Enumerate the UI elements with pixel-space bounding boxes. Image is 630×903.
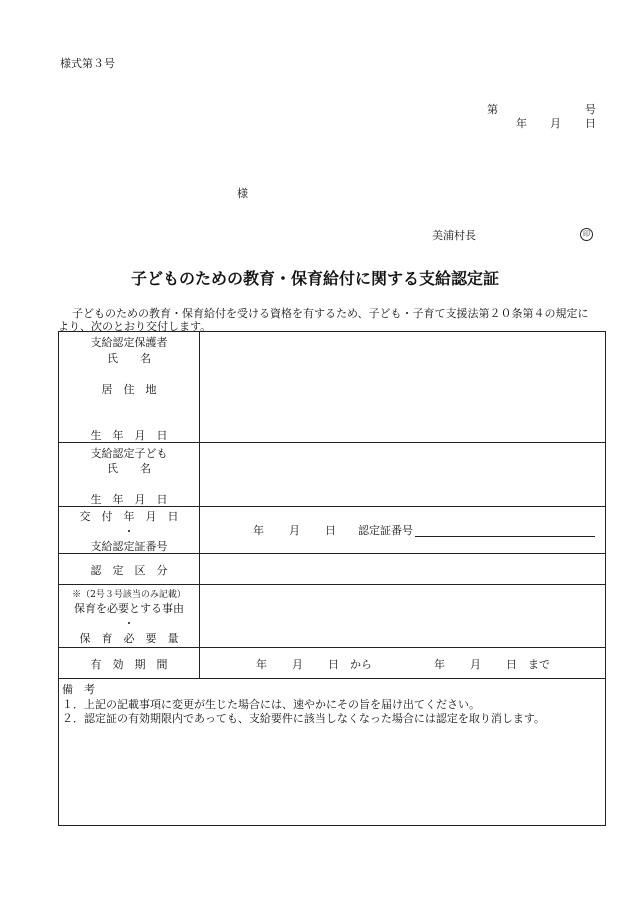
validity-to-day: 日 [506,658,517,671]
validity-from: から [350,658,372,671]
cert-number-label: 認定証番号 [358,524,413,537]
cert-number-row-label: 支給認定証番号 [90,540,168,553]
validity-to-month: 月 [470,658,481,671]
need-amount-label: 保 育 必 要 量 [79,632,179,645]
validity-to-year: 年 [434,658,445,671]
row-divider [59,647,605,648]
validity-from-day: 日 [328,658,339,671]
issue-value-day: 日 [325,524,336,537]
category-label: 認 定 区 分 [90,564,168,577]
issue-number-suffix: 号 [585,103,596,116]
issue-value-year: 年 [253,524,264,537]
child-birthdate-label: 生 年 月 日 [90,493,168,506]
guardian-birthdate-label: 生 年 月 日 [90,429,168,442]
issue-number-prefix: 第 [487,103,498,116]
need-reason-label: 保育を必要とする事由 [74,602,184,615]
row-divider [59,584,605,585]
issue-date-year: 年 [516,117,527,130]
intro-line-2: より、次のとおり交付します。 [58,320,212,333]
validity-label: 有 効 期 間 [90,658,168,671]
validity-to: まで [528,658,550,671]
guardian-label: 支給認定保護者 [90,336,168,349]
need-dot: ・ [123,617,135,630]
remarks-heading: 備 考 [62,683,95,696]
page-title: 子どものための教育・保育給付に関する支給認定証 [130,269,499,288]
issuer-name: 美浦村長 [432,229,476,242]
validity-from-year: 年 [256,658,267,671]
need-note: ※（2号３号該当のみ記載） [72,590,186,600]
intro-line-1: 子どものための教育・保育給付を受ける資格を有するため、子ども・子育て支援法第２０条第４の規定に [72,307,589,320]
issue-value-month: 月 [289,524,300,537]
remarks-item-1: １．上記の記載事項に変更が生じた場合には、速やかにその旨を届け出てください。 [62,698,480,711]
guardian-address-label: 居 住 地 [101,383,157,396]
issue-date-month: 月 [550,117,561,130]
child-label: 支給認定子ども [90,447,168,460]
remarks-item-2: ２．認定証の有効期限内であっても、支給要件に該当しなくなった場合には認定を取り消します。 [62,712,546,725]
issue-dot: ・ [123,525,135,538]
certificate-table [58,331,606,826]
row-divider [59,678,605,679]
validity-from-month: 月 [292,658,303,671]
cert-number-field[interactable] [415,536,595,537]
issue-date-label: 交 付 年 月 日 [79,510,179,523]
child-name-label: 氏 名 [107,462,151,475]
seal-icon: 印 [580,228,593,241]
column-divider [199,332,200,678]
guardian-name-label: 氏 名 [107,352,151,365]
issue-date-day: 日 [585,117,596,130]
form-number: 様式第３号 [60,57,115,70]
recipient-suffix: 様 [237,187,248,200]
